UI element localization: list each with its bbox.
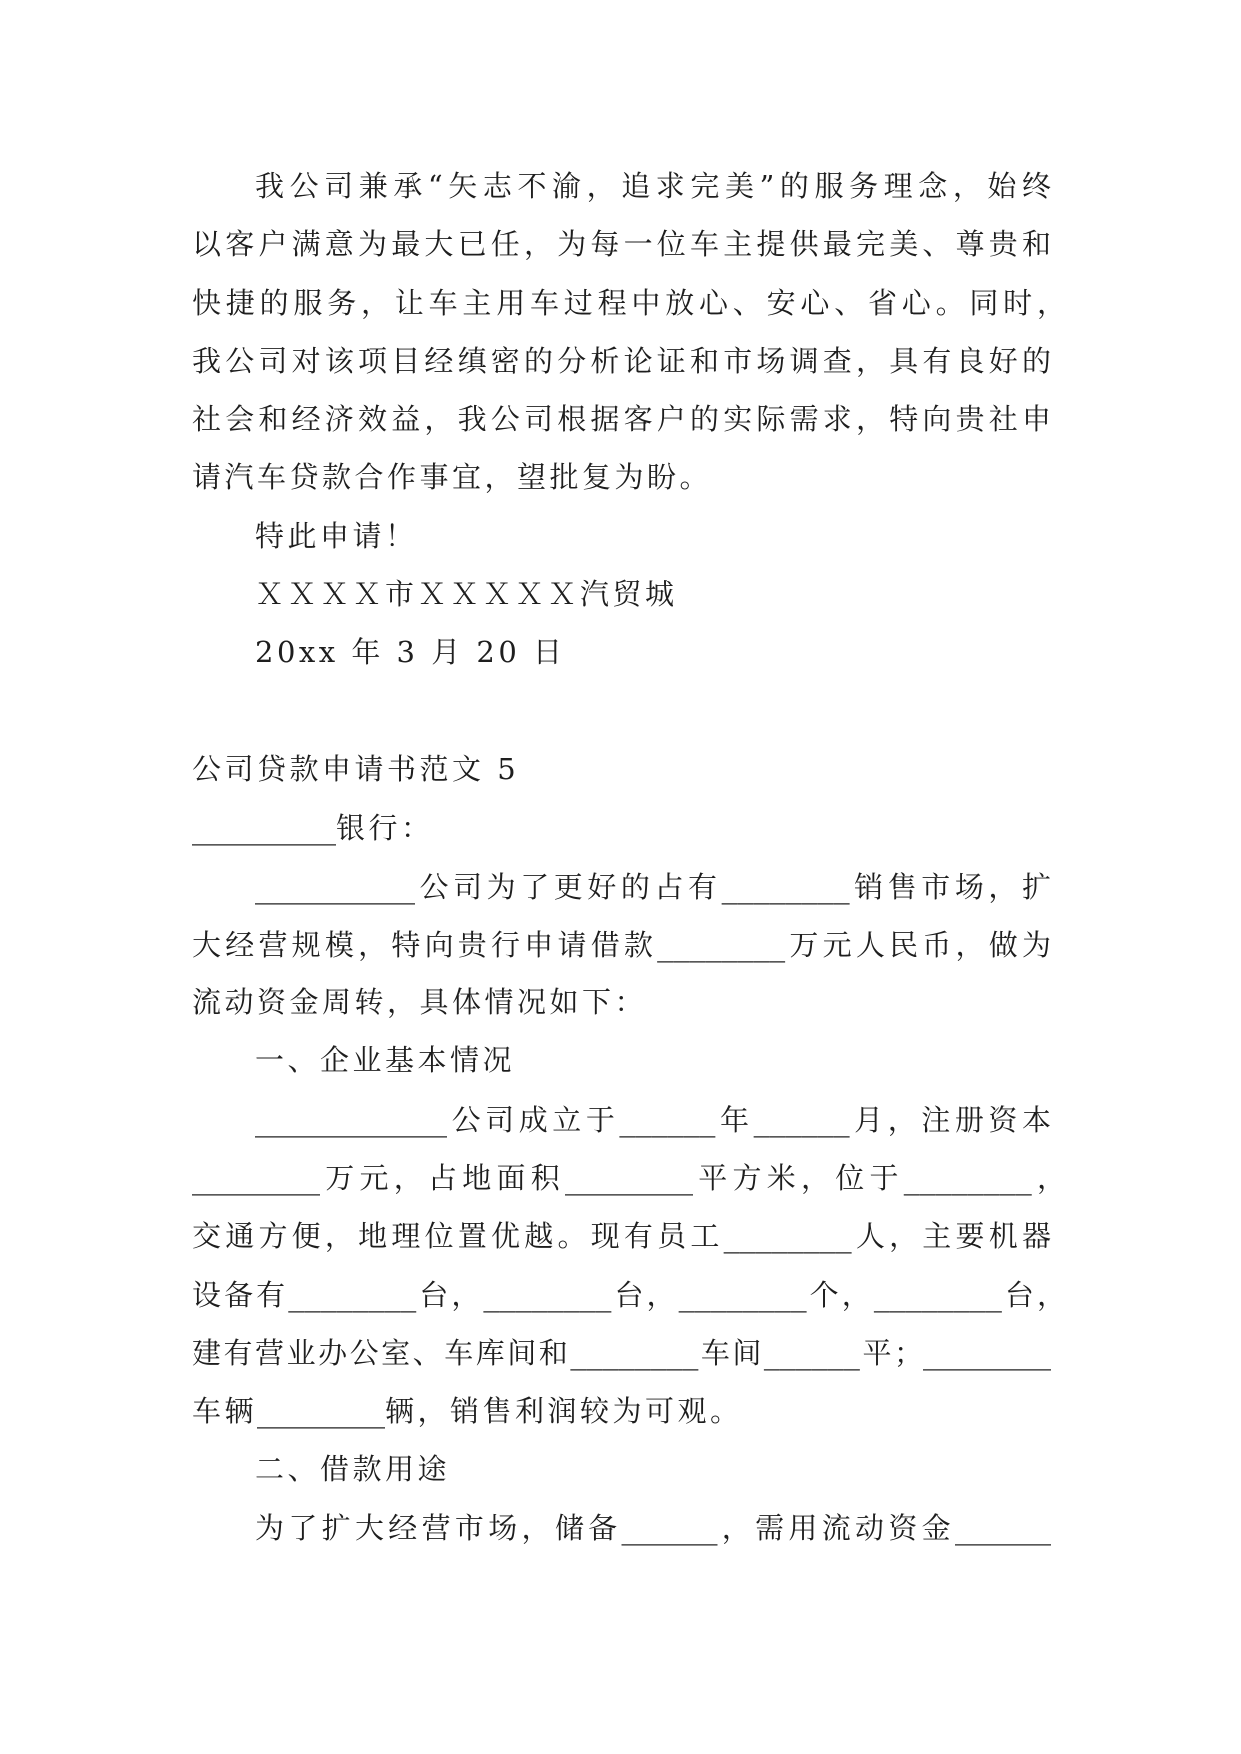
paragraph-line: 设备有________台，________台，________个，________台， — [192, 1274, 1066, 1313]
fill-in-blank: ______ — [763, 1332, 860, 1371]
fill-in-blank: ________ — [723, 1216, 852, 1255]
paragraph-line: 社会和经济效益，我公司根据客户的实际需求，特向贵社申 — [192, 402, 1051, 437]
paragraph-line: 交通方便，地理位置优越。现有员工________人，主要机器 — [192, 1216, 1051, 1255]
fill-in-blank: _________ — [192, 808, 336, 847]
salutation: _________银行： — [192, 808, 434, 847]
blank-line — [192, 682, 1051, 740]
intro-paragraph — [192, 857, 1051, 1032]
loan-purpose-paragraph — [192, 1498, 1051, 1556]
fill-in-blank: ______ — [753, 1099, 850, 1138]
fill-in-blank: ________ — [564, 1158, 693, 1197]
fill-in-blank: ______ — [954, 1507, 1051, 1546]
fill-in-blank: ________ — [483, 1274, 612, 1313]
fill-in-blank: ________ — [288, 1274, 417, 1313]
section-heading: 二、借款用途 — [255, 1451, 451, 1486]
document-body — [192, 157, 1066, 1556]
service-paragraph — [192, 157, 1066, 507]
basic-info-paragraph — [192, 1090, 1066, 1440]
paragraph-line: 为了扩大经营市场，储备______，需用流动资金______ — [255, 1507, 1051, 1546]
paragraph-line: 建有营业办公室、车库间和________车间______平；________ — [192, 1332, 1051, 1371]
fill-in-blank: ________ — [257, 1391, 386, 1430]
paragraph-line: 我公司兼承“矢志不渝，追求完美”的服务理念，始终 — [255, 169, 1051, 203]
fill-in-blank: __________ — [255, 866, 415, 905]
paragraph-line: 车辆________辆，销售利润较为可观。 — [192, 1391, 743, 1430]
fill-in-blank: ______ — [619, 1099, 716, 1138]
paragraph-line: 我公司对该项目经缜密的分析论证和市场调查，具有良好的 — [192, 343, 1051, 378]
paragraph-line: 请汽车贷款合作事宜，望批复为盼。 — [192, 460, 713, 495]
paragraph-line: 以客户满意为最大已任，为每一位车主提供最完美、尊贵和 — [192, 227, 1051, 262]
fill-in-blank: ________ — [192, 1158, 320, 1197]
paragraph-line: 大经营规模，特向贵行申请借款________万元人民币，做为 — [192, 924, 1051, 963]
paragraph-line: 流动资金周转，具体情况如下： — [192, 985, 648, 1020]
paragraph-line: __________公司为了更好的占有________销售市场，扩 — [255, 866, 1051, 905]
section-heading: 一、企业基本情况 — [255, 1043, 516, 1078]
fill-in-blank: ______ — [621, 1507, 718, 1546]
letter-date: 20xx 年 3 月 20 日 — [255, 635, 566, 670]
paragraph-line: ____________公司成立于______年______月，注册资本 — [255, 1099, 1051, 1138]
paragraph-line: 快捷的服务，让车主用车过程中放心、安心、省心。同时， — [192, 285, 1066, 320]
paragraph-line: ________万元，占地面积________平方米，位于________， — [192, 1158, 1066, 1197]
sender-name: ＸＸＸＸ市ＸＸＸＸＸ汽贸城 — [255, 577, 678, 612]
fill-in-blank: ________ — [570, 1332, 699, 1371]
fill-in-blank: ________ — [721, 866, 850, 905]
closing-phrase: 特此申请！ — [255, 518, 418, 553]
fill-in-blank: ________ — [903, 1158, 1032, 1197]
section-title: 公司贷款申请书范文 5 — [192, 751, 520, 786]
fill-in-blank: ________ — [873, 1274, 1002, 1313]
fill-in-blank: ____________ — [255, 1099, 447, 1138]
fill-in-blank: ________ — [922, 1332, 1051, 1371]
fill-in-blank: ________ — [657, 924, 786, 963]
fill-in-blank: ________ — [678, 1274, 807, 1313]
